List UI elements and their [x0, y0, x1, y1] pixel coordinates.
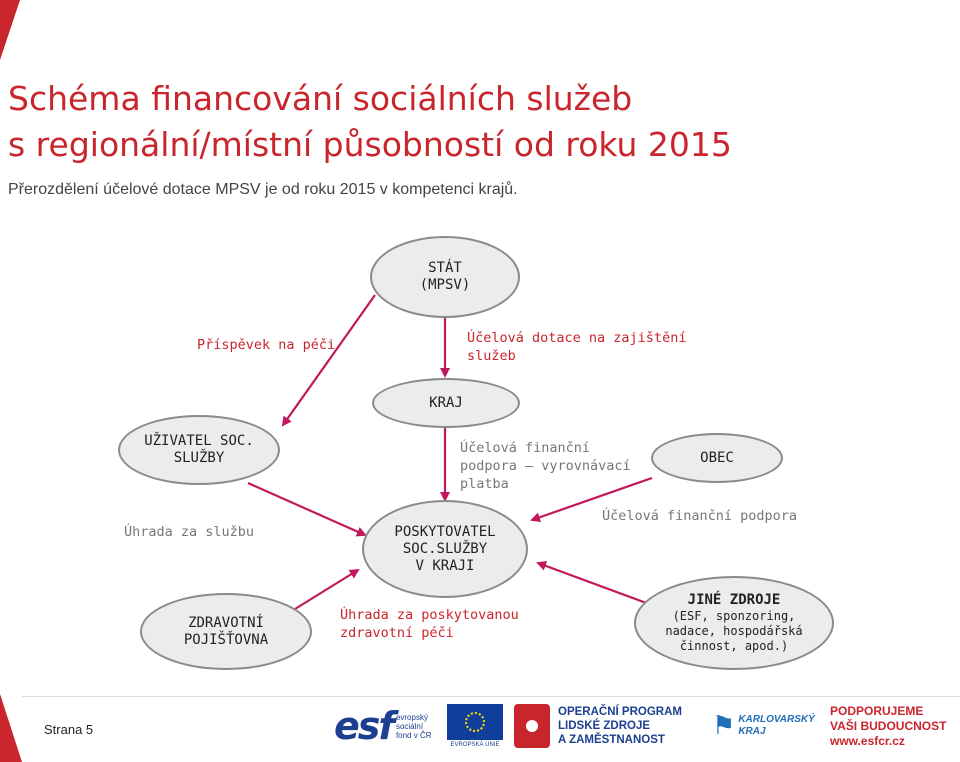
podporujeme-logo	[830, 700, 958, 752]
node-poskytovatel: POSKYTOVATEL SOC.SLUŽBY V KRAJI	[362, 500, 528, 598]
op-person-icon	[514, 704, 550, 748]
node-obec: OBEC	[651, 433, 783, 483]
esf-logo	[334, 700, 442, 752]
page-number: Strana 5	[44, 722, 94, 737]
arrow-stat-to-uzivatel	[283, 295, 375, 425]
label-ucelova-financni-podpora-kraj: Účelová finanční podpora – vyrovnávací platba	[460, 440, 631, 492]
op-text: OPERAČNÍ PROGRAM LIDSKÉ ZDROJE A ZAMĚSTNANOST	[558, 706, 682, 746]
node-stat: STÁT (MPSV)	[370, 236, 520, 318]
eu-logo	[445, 700, 505, 752]
arrow-zp-to-poskytovatel	[295, 570, 358, 609]
title-line-2: s regionální/místní působností od roku 2015	[8, 125, 732, 164]
label-uhrada-za-sluzbu: Úhrada za službu	[124, 524, 255, 540]
label-ucelova-dotace: Účelová dotace na zajištění služeb	[467, 330, 687, 364]
slogan-text: PODPORUJEME VAŠI BUDOUCNOST www.esfcr.cz	[830, 703, 947, 748]
node-jine-zdroje: JINÉ ZDROJE (ESF, sponzoring, nadace, hospodářská činnost, apod.)	[634, 576, 834, 670]
label-ucelova-financni-podpora-obec: Účelová finanční podpora	[602, 508, 798, 524]
arrow-uzivatel-to-poskytovatel	[248, 483, 365, 535]
op-lzz-logo	[514, 700, 706, 752]
esf-text: evropský sociální fond v ČR	[395, 712, 432, 740]
page-subtitle: Přerozdělení účelové dotace MPSV je od roku 2015 v kompetenci krajů.	[8, 181, 518, 198]
footer-divider	[22, 696, 960, 697]
kraj-emblem-icon: ⚑	[712, 711, 736, 741]
title-line-1: Schéma financování sociálních služeb	[8, 79, 633, 118]
arrow-jine-to-poskytovatel	[538, 563, 660, 608]
kraj-text: KARLOVARSKÝ KRAJ	[738, 714, 815, 737]
eu-flag-icon	[447, 704, 503, 740]
karlovarsky-kraj-logo	[712, 700, 822, 752]
node-zdravotni-pojistovna: ZDRAVOTNÍ POJIŠŤOVNA	[140, 593, 312, 670]
node-kraj: KRAJ	[372, 378, 520, 428]
esf-mark-icon: esf	[334, 704, 393, 748]
label-prispevek-na-peci: Příspěvek na péči	[197, 337, 336, 353]
label-uhrada-zdravotni-pece: Úhrada za poskytovanou zdravotní péči	[340, 607, 519, 641]
node-uzivatel: UŽIVATEL SOC. SLUŽBY	[118, 415, 280, 485]
eu-text: EVROPSKÁ UNIE	[450, 742, 500, 748]
